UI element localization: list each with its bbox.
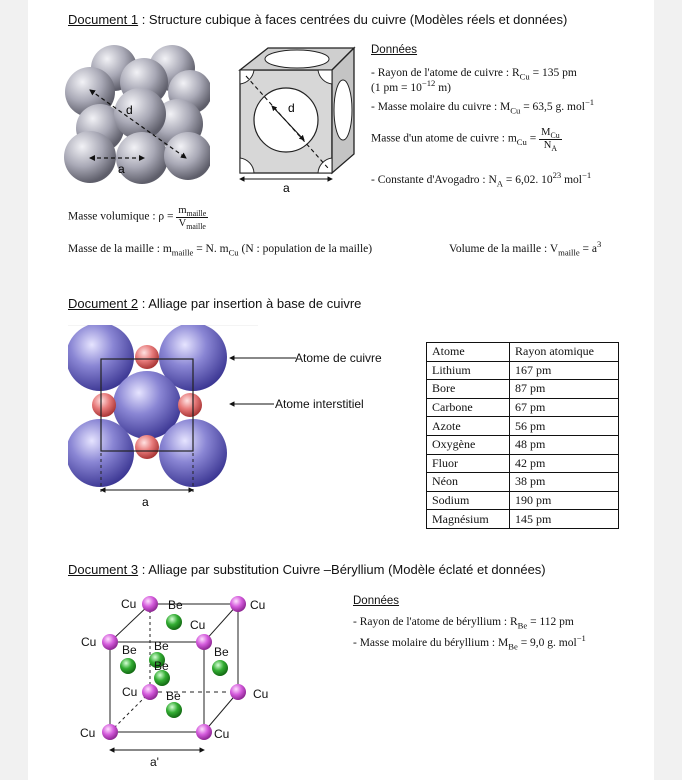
atom-name-cell: Lithium (427, 361, 510, 380)
cfc-cube-figure (228, 42, 378, 197)
cu-label-4: Cu (81, 635, 97, 649)
atom-radius-cell: 167 pm (510, 361, 619, 380)
a-prime-label: a' (150, 755, 159, 769)
insertion-a-label: a (142, 495, 149, 509)
doc1-rayon-cuivre: - Rayon de l'atome de cuivre : $R_{Cu} = 135$ pm (1 pm = $10^{-12}$ m) (371, 67, 577, 94)
table-row (427, 454, 619, 473)
table-row (427, 398, 619, 417)
doc1-donnees-heading: Données (371, 44, 418, 56)
atomic-radius-table (426, 342, 619, 529)
label-atome-interstitiel: Atome interstitiel (275, 397, 364, 411)
table-row (427, 417, 619, 436)
doc1-masse-atome: Masse d'un atome de cuivre : $m_{Cu}$ = $\frac{M_{Cu}}{N_A}$ (371, 127, 560, 153)
sphere-a-label: a (118, 162, 125, 176)
doc2-title-ref: Document 2 (68, 296, 139, 311)
be-label-1: Be (168, 598, 183, 612)
be-label-3: Be (154, 639, 169, 653)
atom-radius-cell: 145 pm (510, 510, 619, 529)
cu-label-2: Cu (250, 598, 266, 612)
doc1-title: Document 1 : Structure cubique à faces centrées du cuivre (Modèles réels et données) (68, 12, 568, 27)
be-label-6: Be (166, 689, 181, 703)
cu-label-8: Cu (214, 727, 230, 741)
atom-name-cell: Oxygène (427, 435, 510, 454)
atom-name-cell: Bore (427, 380, 510, 399)
doc1-title-ref: Document 1 (68, 12, 139, 27)
header-atome: Atome (427, 343, 510, 362)
atom-name-cell: Magnésium (427, 510, 510, 529)
atom-radius-cell: 38 pm (510, 473, 619, 492)
doc3-masse-be: - Masse molaire du béryllium : $M_{Be} = 9,0$ g. mol$^{-1}$ (353, 633, 586, 652)
atom-radius-cell: 87 pm (510, 380, 619, 399)
atom-name-cell: Néon (427, 473, 510, 492)
substitution-alloy-figure (50, 590, 270, 770)
atom-radius-cell: 190 pm (510, 491, 619, 510)
cu-label-3: Cu (190, 618, 206, 632)
table-row (427, 491, 619, 510)
atom-name-cell: Azote (427, 417, 510, 436)
doc3-title-ref: Document 3 (68, 562, 139, 577)
table-row (427, 361, 619, 380)
label-atome-cuivre: Atome de cuivre (295, 351, 382, 365)
sphere-d-label: d (126, 103, 133, 117)
doc3-donnees-heading: Données (353, 595, 400, 607)
doc1-masse-maille: Masse de la maille : $m_{maille} = N$. $m_{Cu}$ (N : population de la maille) (68, 243, 373, 258)
be-label-2: Be (122, 643, 137, 657)
be-label-4: Be (214, 645, 229, 659)
table-row (427, 380, 619, 399)
be-label-5: Be (154, 659, 169, 673)
doc2-title: Document 2 : Alliage par insertion à base de cuivre (68, 296, 362, 311)
cfc-spheres-figure (60, 42, 210, 188)
header-rayon: Rayon atomique (510, 343, 619, 362)
doc1-avogadro: - Constante d'Avogadro : $N_A = 6,02$. $10^{23}$ mol$^{-1}$ (371, 170, 592, 189)
atom-radius-cell: 42 pm (510, 454, 619, 473)
atom-name-cell: Carbone (427, 398, 510, 417)
cube-d-label: d (288, 101, 295, 115)
atom-radius-cell: 67 pm (510, 398, 619, 417)
cu-label-6: Cu (253, 687, 269, 701)
cube-a-label: a (283, 181, 290, 195)
cu-label-1: Cu (121, 597, 137, 611)
cu-label-5: Cu (122, 685, 138, 699)
atom-radius-cell: 56 pm (510, 417, 619, 436)
atom-radius-cell: 48 pm (510, 435, 619, 454)
atom-name-cell: Fluor (427, 454, 510, 473)
atom-name-cell: Sodium (427, 491, 510, 510)
doc1-volume-maille: Volume de la maille : $V_{maille} = a^3$ (449, 239, 602, 258)
cu-label-7: Cu (80, 726, 96, 740)
doc1-masse-molaire: - Masse molaire du cuivre : $M_{Cu} = 63,5$ g. mol$^{-1}$ (371, 97, 595, 116)
doc1-masse-volumique: Masse volumique : ρ = $\frac{m_{maille}}{V_{maille}}$ (68, 205, 207, 231)
doc3-title: Document 3 : Alliage par substitution Cuivre –Béryllium (Modèle éclaté et données) (68, 562, 546, 577)
doc3-rayon-be: - Rayon de l'atome de béryllium : $R_{Be} = 112$ pm (353, 616, 574, 631)
table-header-row (427, 343, 619, 362)
table-row (427, 510, 619, 529)
table-row (427, 473, 619, 492)
table-row (427, 435, 619, 454)
document-page (28, 0, 654, 780)
